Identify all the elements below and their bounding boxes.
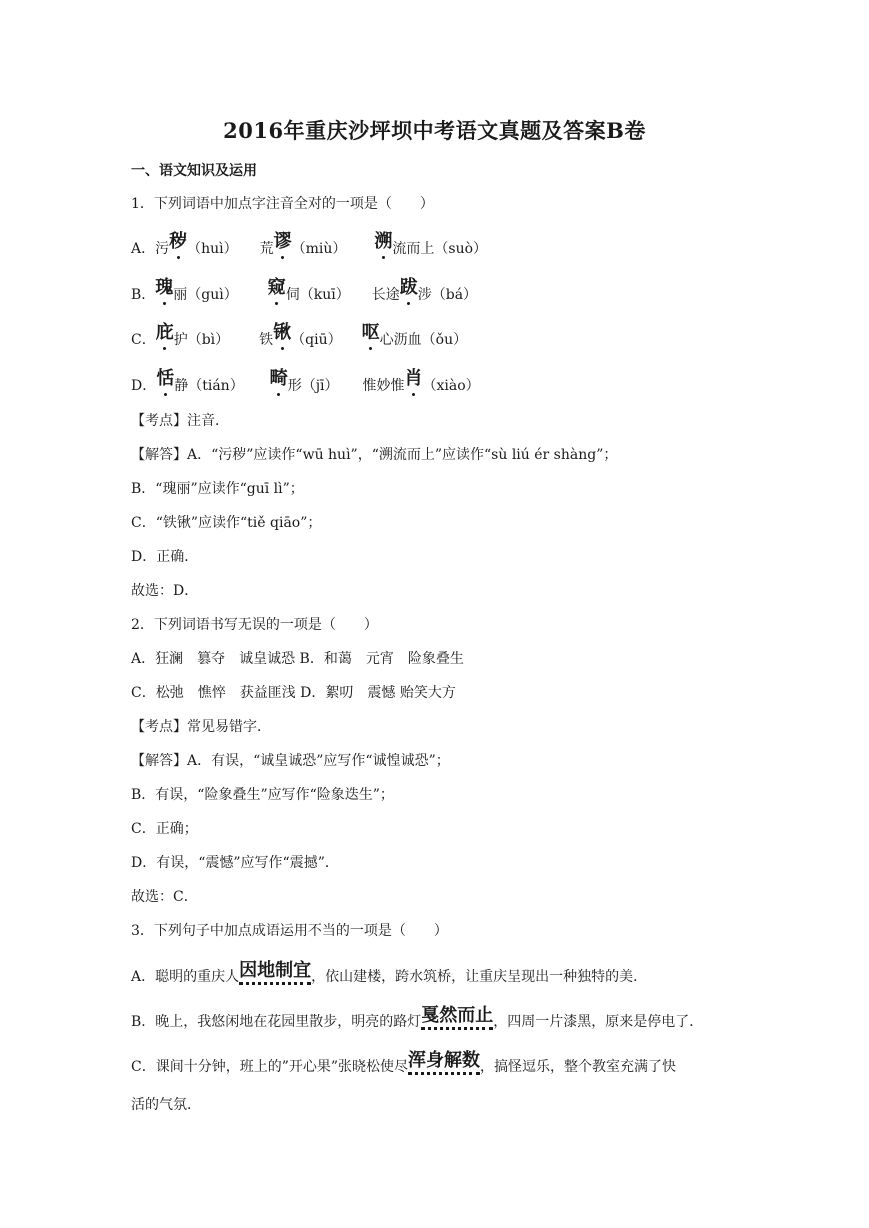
text: ，搞怪逗乐，整个教室充满了快	[480, 1059, 677, 1075]
q2-options-row2: C．松弛 憔悴 获益匪浅 D．絮叨 震憾 贻笑大方	[131, 685, 456, 701]
text: ，依山建楼，跨水筑桥，让重庆呈现出一种独特的美．	[311, 969, 648, 985]
text: 丽（guì）	[173, 287, 238, 303]
text: 长途	[371, 287, 400, 303]
q1-answer-4: D．正确．	[131, 549, 199, 565]
q1-answer-2: B．“瑰丽”应读作“guī lì”；	[131, 481, 304, 497]
dotted-char: 跋	[400, 273, 418, 299]
dotted-char: 瑰	[155, 273, 173, 299]
text: 惟妙惟	[362, 378, 405, 394]
q3-option-a	[131, 961, 647, 990]
q1-answer-3: C．“铁锹”应读作“tiě qiāo”；	[131, 515, 322, 531]
q2-answer-4: D．有误，“震憾”应写作“震撼”．	[131, 855, 339, 871]
text: 流而上（suò）	[392, 241, 488, 257]
q1-option-b	[131, 279, 477, 305]
text: 荒	[259, 241, 274, 257]
text: （huì）	[187, 241, 238, 257]
page-title: 2016年重庆沙坪坝中考语文真题及答案B卷	[223, 118, 646, 143]
text: 铁	[259, 332, 274, 348]
dotted-char: 窥	[268, 273, 286, 299]
text: A．聪明的重庆人	[131, 969, 240, 985]
text: （qiū）	[291, 332, 342, 348]
q2-stem: 2．下列词语书写无误的一项是（ ）	[131, 617, 378, 633]
text: C．课间十分钟，班上的”开心果”张晓松使尽	[131, 1059, 409, 1075]
q2-choice: 故选：C．	[131, 889, 198, 905]
q2-answer-2: B．有误，“险象叠生”应写作“险象迭生”；	[131, 787, 394, 803]
q3-option-b	[131, 1006, 703, 1035]
q1-option-c	[131, 324, 467, 350]
text: B．晚上，我悠闲地在花园里散步，明亮的路灯	[131, 1014, 422, 1030]
q3-option-c-cont: 活的气氛．	[131, 1097, 201, 1113]
q1-choice: 故选：D．	[131, 583, 199, 599]
text: （miù）	[291, 241, 347, 257]
dotted-char: 畸	[270, 364, 288, 390]
q3-option-c	[131, 1051, 676, 1080]
dotted-char: 恬	[156, 364, 174, 390]
dotted-idiom: 因地制宜	[239, 956, 311, 985]
q2-answer-3: C．正确；	[131, 821, 198, 837]
dotted-idiom: 浑身解数	[408, 1046, 480, 1075]
q2-kaodian: 【考点】常见易错字．	[131, 719, 271, 735]
dotted-char: 锹	[273, 318, 291, 344]
text: 心沥血（ǒu）	[379, 332, 468, 348]
text: 形（jī）	[287, 378, 339, 394]
q1-answer-1: 【解答】A．“污秽”应读作“wū huì”，“溯流而上”应读作“sù liú ér shàng”；	[131, 447, 618, 463]
q1-stem: 1．下列词语中加点字注音全对的一项是（ ）	[131, 196, 434, 212]
q1-option-d	[131, 370, 480, 396]
dotted-char: 肖	[405, 364, 423, 390]
q3-stem: 3．下列句子中加点成语运用不当的一项是（ ）	[131, 923, 448, 939]
text: 护（bì）	[173, 332, 230, 348]
dotted-idiom: 戛然而止	[421, 1001, 493, 1030]
text: 涉（bá）	[417, 287, 478, 303]
text: （xiào）	[422, 378, 480, 394]
text: 伺（kuī）	[285, 287, 350, 303]
dotted-char: 谬	[274, 227, 292, 253]
text: A．污	[131, 241, 170, 257]
dotted-char: 秽	[169, 227, 187, 253]
q2-answer-1: 【解答】A．有误，“诚皇诚恐”应写作“诚惶诚恐”；	[131, 753, 450, 769]
dotted-char: 庇	[156, 318, 174, 344]
section-heading: 一、语文知识及运用	[131, 163, 257, 179]
text: ，四周一片漆黑，原来是停电了．	[493, 1014, 704, 1030]
text: B．	[131, 287, 156, 303]
dotted-char: 呕	[362, 318, 380, 344]
text: 静（tián）	[174, 378, 244, 394]
q1-kaodian: 【考点】注音．	[131, 413, 229, 429]
text: D．	[131, 378, 157, 394]
q2-options-row1: A．狂澜 篡夺 诚皇诚恐 B．和蔼 元宵 险象叠生	[131, 651, 464, 667]
dotted-char: 溯	[374, 227, 392, 253]
text: C．	[131, 332, 156, 348]
q1-option-a	[131, 233, 487, 259]
